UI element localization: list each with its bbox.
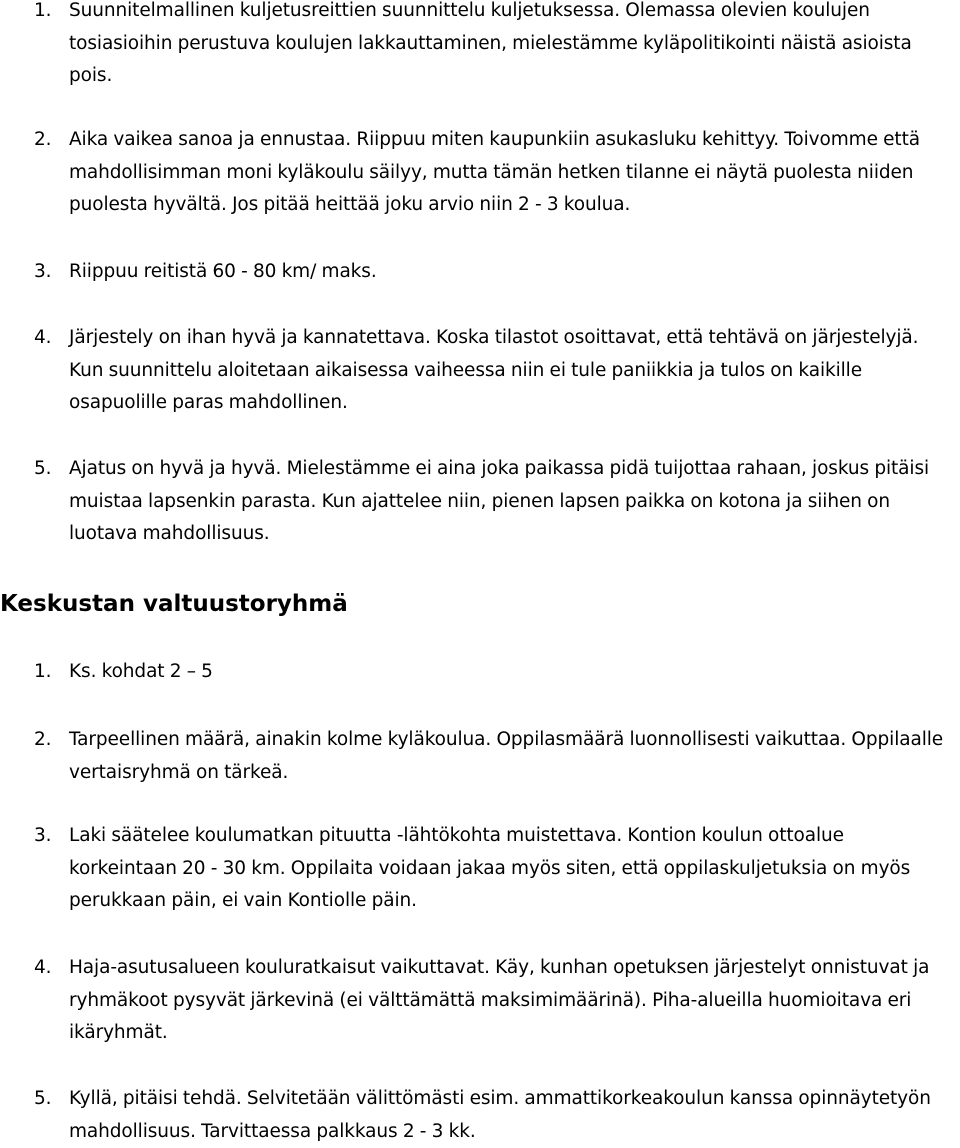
item-number: 1. [34, 0, 52, 21]
item-text: Ks. kohdat 2 – 5 [69, 661, 213, 682]
item-text: Laki säätelee koulumatkan pituutta -lähtökohta muistettava. Kontion koulun ottoalue korkeintaan 20 - 30 km. Oppilaita voidaan jakaa myös siten, että oppilaskuljetuksia on myös perukkaan päin, ei vain Kontiolle päin. [69, 825, 911, 911]
item-text: Aika vaikea sanoa ja ennustaa. Riippuu miten kaupunkiin asukasluku kehittyy. Toivomme että mahdollisimman moni kyläkoulu säilyy, mutta tämän hetken tilanne ei näytä puolesta niiden puolesta hyvältä. Jos pitää heittää joku arvio niin 2 - 3 koulua. [69, 129, 920, 215]
list-item [0, 724, 960, 789]
section-heading: Keskustan valtuustoryhmä [0, 591, 348, 617]
item-number: 2. [34, 729, 52, 750]
item-number: 4. [34, 327, 52, 348]
item-text: Tarpeellinen määrä, ainakin kolme kyläkoulua. Oppilasmäärä luonnollisesti vaikuttaa. Oppilaalle vertaisryhmä on tärkeä. [69, 729, 944, 783]
list-item [0, 0, 960, 93]
item-number: 5. [34, 1088, 52, 1109]
item-text: Riippuu reitistä 60 - 80 km/ maks. [69, 261, 377, 282]
item-text: Järjestely on ihan hyvä ja kannatettava. Koska tilastot osoittavat, että tehtävä on järjestelyjä. Kun suunnittelu aloitetaan aikaisessa vaiheessa niin ei tule paniikkia ja tulos on kaikille osapuolille paras mahdollinen. [69, 327, 919, 413]
list-item [0, 820, 960, 918]
item-number: 5. [34, 458, 52, 479]
list-item [0, 1083, 960, 1148]
item-number: 2. [34, 129, 52, 150]
item-text: Suunnitelmallinen kuljetusreittien suunnittelu kuljetuksessa. Olemassa olevien koulujen tosiasioihin perustuva koulujen lakkauttaminen, mielestämme kyläpolitikointi näistä asioista pois. [69, 0, 912, 86]
list-item [0, 656, 960, 689]
item-number: 3. [34, 825, 52, 846]
item-number: 3. [34, 261, 52, 282]
list-item [0, 256, 960, 289]
item-number: 1. [34, 661, 52, 682]
list-item [0, 124, 960, 222]
item-text: Kyllä, pitäisi tehdä. Selvitetään välittömästi esim. ammattikorkeakoulun kanssa opinnäytetyön mahdollisuus. Tarvittaessa palkkaus 2 - 3 kk. [69, 1088, 931, 1142]
item-number: 4. [34, 957, 52, 978]
list-item [0, 952, 960, 1050]
list-item [0, 453, 960, 551]
item-text: Haja-asutusalueen kouluratkaisut vaikuttavat. Käy, kunhan opetuksen järjestelyt onnistuvat ja ryhmäkoot pysyvät järkevinä (ei välttämättä maksimimäärinä). Piha-alueilla huomioitava eri ikäryhmät. [69, 957, 930, 1043]
list-item [0, 322, 960, 420]
item-text: Ajatus on hyvä ja hyvä. Mielestämme ei aina joka paikassa pidä tuijottaa rahaan, joskus pitäisi muistaa lapsenkin parasta. Kun ajattelee niin, pienen lapsen paikka on kotona ja siihen on luotava mahdollisuus. [69, 458, 930, 544]
